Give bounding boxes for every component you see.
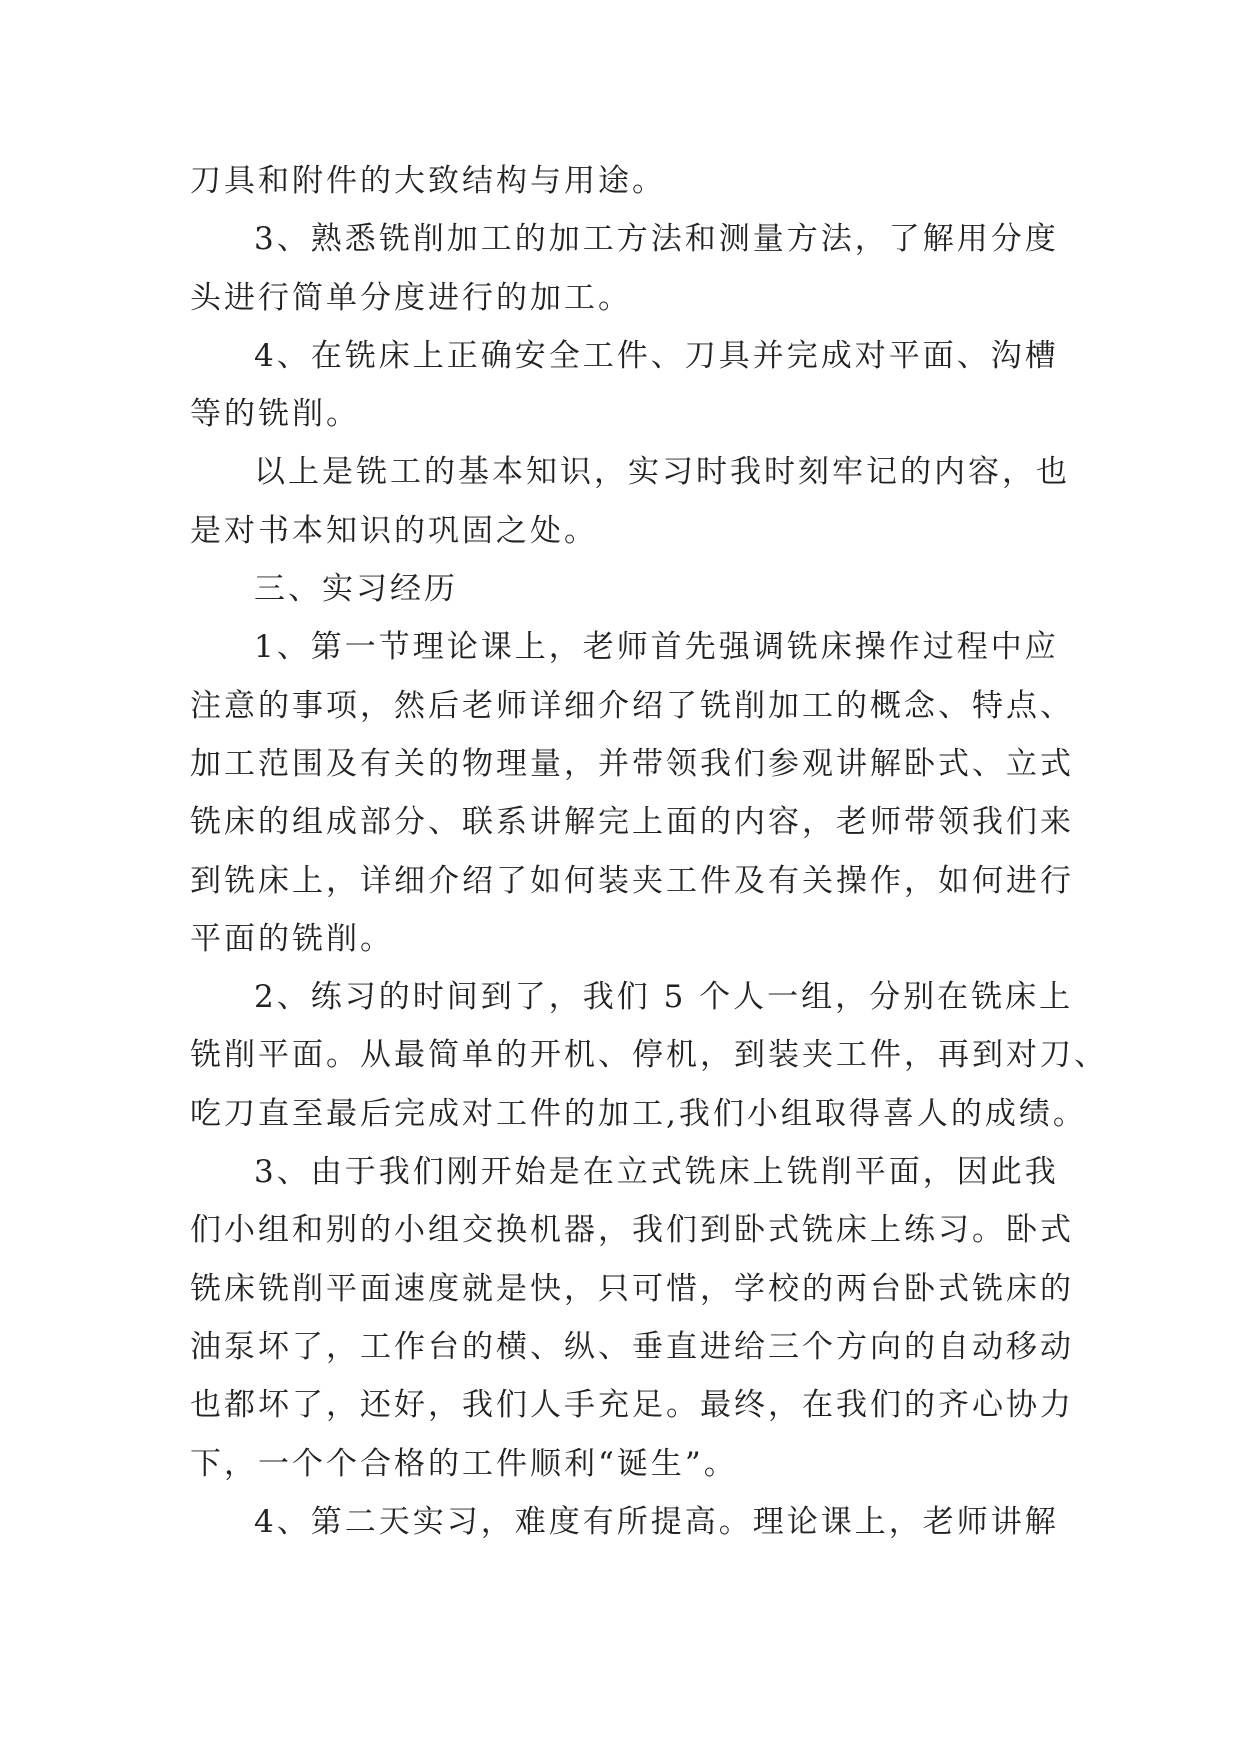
text-line: 等的铣削。 (190, 396, 360, 433)
text-line: 下，一个个合格的工件顺利“诞生”。 (190, 1445, 738, 1482)
text-line: 刀具和附件的大致结构与用途。 (190, 163, 666, 199)
text-line: 平面的铣削。 (190, 920, 394, 957)
text-line: 3、由于我们刚开始是在立式铣床上铣削平面，因此我 (254, 1154, 1059, 1191)
text-line: 铣削平面。从最简单的开机、停机，到装夹工件，再到对刀、 (190, 1037, 1108, 1074)
text-line: 3、熟悉铣削加工的加工方法和测量方法，了解用分度 (254, 221, 1059, 258)
text-line: 头进行简单分度进行的加工。 (190, 279, 632, 316)
text-line: 是对书本知识的巩固之处。 (190, 512, 598, 549)
text-line: 吃刀直至最后完成对工件的加工,我们小组取得喜人的成绩。 (190, 1095, 1087, 1132)
text-line: 加工范围及有关的物理量，并带领我们参观讲解卧式、立式 (190, 745, 1074, 782)
text-line: 4、第二天实习，难度有所提高。理论课上，老师讲解 (254, 1503, 1059, 1540)
text-line: 到铣床上，详细介绍了如何装夹工件及有关操作，如何进行 (190, 862, 1074, 899)
text-line: 注意的事项，然后老师详细介绍了铣削加工的概念、特点、 (190, 687, 1074, 724)
text-line: 铣床的组成部分、联系讲解完上面的内容，老师带领我们来 (190, 804, 1074, 841)
body-text (190, 152, 1108, 1551)
text-line: 铣床铣削平面速度就是快，只可惜，学校的两台卧式铣床的 (190, 1270, 1074, 1307)
text-line: 1、第一节理论课上，老师首先强调铣床操作过程中应 (254, 629, 1059, 666)
text-line: 三、实习经历 (254, 571, 458, 608)
text-line: 们小组和别的小组交换机器，我们到卧式铣床上练习。卧式 (190, 1212, 1074, 1249)
text-line: 4、在铣床上正确安全工件、刀具并完成对平面、沟槽 (254, 337, 1059, 374)
text-line: 2、练习的时间到了，我们 5 个人一组，分别在铣床上 (254, 979, 1074, 1016)
text-line: 也都坏了，还好，我们人手充足。最终，在我们的齐心协力 (190, 1387, 1074, 1424)
text-line: 油泵坏了，工作台的横、纵、垂直进给三个方向的自动移动 (190, 1328, 1074, 1365)
text-line: 以上是铣工的基本知识，实习时我时刻牢记的内容，也 (254, 454, 1070, 491)
